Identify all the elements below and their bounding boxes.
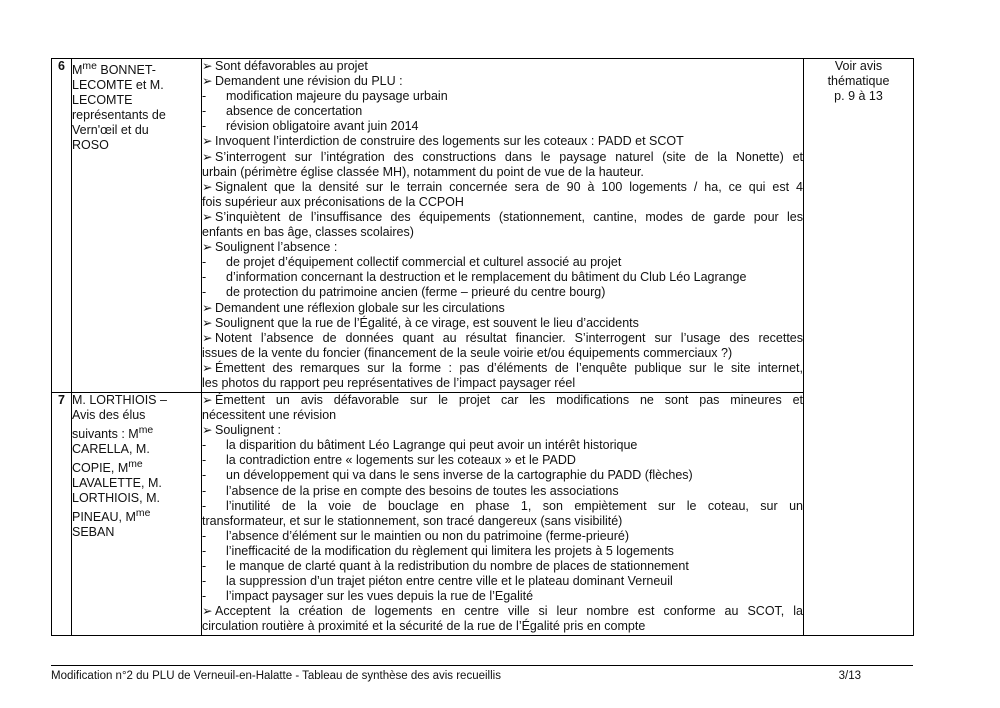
- continuation-line: [202, 376, 803, 391]
- item-text: Émettent des remarques sur la forme : pas d’éléments de l’enquête publique sur le site internet,: [215, 360, 803, 375]
- item-text: Acceptent la création de logements en centre ville si leur nombre est conforme au SCOT, la: [215, 604, 803, 619]
- dash-item: [202, 589, 803, 604]
- item-text: S’inquiètent de l’insuffisance des équipements (stationnement, cantine, modes de garde pour les: [215, 209, 803, 224]
- arrow-bullet-icon: ➢: [202, 423, 213, 438]
- item-text: Soulignent que la rue de l’Égalité, à ce virage, est souvent le lieu d’accidents: [215, 315, 639, 330]
- dash-bullet: -: [202, 438, 207, 453]
- arrow-bullet-icon: ➢: [202, 179, 213, 194]
- arrow-item: [202, 134, 803, 149]
- name-line: PINEAU, $M^{me}$: [72, 508, 151, 525]
- continuation-line: [202, 619, 803, 634]
- dash-item: [202, 574, 803, 589]
- item-text: la disparition du bâtiment Léo Lagrange qui peut avoir un intérêt historique: [226, 438, 638, 453]
- arrow-item: [202, 604, 803, 619]
- arrow-bullet-icon: ➢: [202, 240, 213, 255]
- dash-bullet: -: [202, 119, 207, 134]
- row-number: 6: [52, 59, 72, 393]
- dash-bullet: -: [202, 468, 207, 483]
- arrow-item: [202, 393, 803, 408]
- dash-item: [202, 453, 803, 468]
- name-line: LECOMTE: [72, 93, 133, 108]
- dash-bullet: -: [202, 574, 207, 589]
- name-line: ROSO: [72, 138, 109, 153]
- footer-title: Modification n°2 du PLU de Verneuil-en-Halatte - Tableau de synthèse des avis recueillis: [51, 670, 501, 682]
- item-text: l’inutilité de la voie de bouclage en phase 1, son empiètement sur le coteau, sur un: [226, 498, 803, 513]
- continuation-line: [202, 165, 803, 180]
- item-text: le manque de clarté quant à la redistribution du nombre de places de stationnement: [226, 559, 689, 574]
- item-text: la suppression d’un trajet piéton entre centre ville et le plateau dominant Verneuil: [226, 574, 673, 589]
- arrow-item: [202, 74, 803, 89]
- dash-item: [202, 104, 803, 119]
- arrow-bullet-icon: ➢: [202, 209, 213, 224]
- dash-bullet: -: [202, 498, 207, 513]
- arrow-item: [202, 59, 803, 74]
- item-text: urbain (périmètre église classée MH), notamment du point de vue de la hauteur.: [202, 164, 644, 179]
- dash-item: [202, 89, 803, 104]
- arrow-bullet-icon: ➢: [202, 149, 213, 164]
- dash-bullet: -: [202, 285, 207, 300]
- item-text: Signalent que la densité sur le terrain concernée sera de 90 à 100 logements / ha, ce qui est 4: [215, 179, 803, 194]
- name-line: LAVALETTE, M.: [72, 476, 162, 491]
- item-text: enfants en bas âge, classes scolaires): [202, 225, 414, 240]
- dash-item: [202, 285, 803, 300]
- arrow-bullet-icon: ➢: [202, 330, 213, 345]
- dash-item: [202, 484, 803, 499]
- item-text: de protection du patrimoine ancien (ferme – prieuré du centre bourg): [226, 285, 606, 300]
- arrow-bullet-icon: ➢: [202, 393, 213, 407]
- item-text: Invoquent l’interdiction de construire des logements sur les coteaux : PADD et SCOT: [215, 134, 684, 149]
- dash-bullet: -: [202, 255, 207, 270]
- dash-item: [202, 438, 803, 453]
- reference-line: Voir avis: [834, 59, 883, 73]
- name-line: LORTHIOIS, M.: [72, 491, 160, 506]
- item-text: Sont défavorables au projet: [215, 59, 368, 73]
- name-line: Vern'œil et du: [72, 123, 149, 138]
- item-text: Notent l’absence de données quant au résultat financier. S’interrogent sur l’usage des recettes: [215, 330, 803, 345]
- page-number: 3/13: [838, 670, 861, 682]
- arrow-bullet-icon: ➢: [202, 134, 213, 149]
- dash-bullet: -: [202, 483, 207, 498]
- dash-bullet: -: [202, 559, 207, 574]
- item-text: l’absence d’élément sur le maintien ou non du patrimoine (ferme-prieuré): [226, 528, 629, 543]
- reference-line: thématique: [827, 74, 890, 88]
- dash-bullet: -: [202, 528, 207, 543]
- synthesis-table: [51, 58, 914, 636]
- dash-bullet: -: [202, 543, 207, 558]
- item-text: modification majeure du paysage urbain: [226, 89, 448, 104]
- item-text: transformateur, et sur le stationnement, son tracé dangereux (sans visibilité): [202, 513, 623, 528]
- item-text: Soulignent l’absence :: [215, 240, 338, 255]
- item-text: Demandent une réflexion globale sur les circulations: [215, 300, 505, 315]
- item-text: Émettent un avis défavorable sur le projet car les modifications ne sont pas mineures et: [215, 393, 803, 407]
- name-line: LECOMTE et M.: [72, 78, 164, 93]
- arrow-item: [202, 423, 803, 438]
- item-text: la contradiction entre « logements sur les coteaux » et le PADD: [226, 453, 576, 468]
- name-line: SEBAN: [72, 525, 115, 540]
- name-line: CARELLA, M.: [72, 442, 150, 457]
- item-text: l’inefficacité de la modification du règlement qui limitera les projets à 5 logements: [226, 543, 674, 558]
- arrow-item: [202, 331, 803, 346]
- dash-item: [202, 270, 803, 285]
- table-row: [52, 59, 914, 393]
- item-text: circulation routière à proximité et la sécurité de la rue de l’Égalité pris en compte: [202, 619, 646, 634]
- observations-cell: [202, 393, 804, 636]
- reference-cell: [804, 59, 914, 636]
- item-text: S’interrogent sur l’intégration des constructions dans le paysage naturel (site de la Nonette) et: [215, 149, 803, 164]
- item-text: de projet d’équipement collectif commercial et culturel associé au projet: [226, 255, 622, 270]
- reference-line: p. 9 à 13: [834, 89, 883, 103]
- arrow-item: [202, 301, 803, 316]
- table-row: [52, 393, 914, 636]
- item-text: Demandent une révision du PLU :: [215, 74, 403, 89]
- arrow-item: [202, 210, 803, 225]
- continuation-line: [202, 514, 803, 529]
- dash-item: [202, 559, 803, 574]
- name-line: suivants : $M^{me}$: [72, 425, 154, 442]
- name-line: Avis des élus: [72, 408, 146, 422]
- arrow-bullet-icon: ➢: [202, 360, 213, 375]
- row-number: 7: [52, 393, 72, 636]
- arrow-bullet-icon: ➢: [202, 59, 213, 73]
- item-text: l’absence de la prise en compte des besoins de toutes les associations: [226, 483, 619, 498]
- item-text: les photos du rapport peu représentatives de l’impact paysager réel: [202, 375, 576, 390]
- arrow-item: [202, 316, 803, 331]
- name-line: COPIE, $M^{me}$: [72, 459, 143, 476]
- continuation-line: [202, 408, 803, 423]
- item-text: Soulignent :: [215, 423, 282, 438]
- dash-bullet: -: [202, 104, 207, 119]
- item-text: fois supérieur aux préconisations de la CCPOH: [202, 194, 464, 209]
- contributor-name: [72, 59, 202, 393]
- arrow-bullet-icon: ➢: [202, 300, 213, 315]
- observations-cell: [202, 59, 804, 393]
- item-text: un développement qui va dans le sens inverse de la cartographie du PADD (flèches): [226, 468, 693, 483]
- continuation-line: [202, 225, 803, 240]
- dash-bullet: -: [202, 89, 207, 104]
- arrow-item: [202, 361, 803, 376]
- dash-item: [202, 544, 803, 559]
- arrow-bullet-icon: ➢: [202, 604, 213, 619]
- dash-item: [202, 468, 803, 483]
- item-text: nécessitent une révision: [202, 408, 337, 423]
- dash-bullet: -: [202, 270, 207, 285]
- arrow-item: [202, 180, 803, 195]
- arrow-bullet-icon: ➢: [202, 74, 213, 89]
- arrow-item: [202, 150, 803, 165]
- item-text: d’information concernant la destruction et le remplacement du bâtiment du Club Léo Lagrange: [226, 270, 747, 285]
- item-text: issues de la vente du foncier (financement de la seule voirie et/ou équipements commerciaux ?): [202, 345, 733, 360]
- arrow-item: [202, 240, 803, 255]
- arrow-bullet-icon: ➢: [202, 315, 213, 330]
- dash-bullet: -: [202, 589, 207, 604]
- name-line: $M^{me}$ BONNET-: [72, 61, 156, 78]
- item-text: absence de concertation: [226, 104, 363, 119]
- item-text: révision obligatoire avant juin 2014: [226, 119, 419, 134]
- page-footer: [51, 665, 913, 682]
- dash-item: [202, 255, 803, 270]
- dash-bullet: -: [202, 453, 207, 468]
- dash-item: [202, 119, 803, 134]
- continuation-line: [202, 195, 803, 210]
- name-line: représentants de: [72, 108, 166, 123]
- dash-item: [202, 499, 803, 514]
- item-text: l’impact paysager sur les vues depuis la rue de l’Egalité: [226, 589, 534, 604]
- name-line: M. LORTHIOIS –: [72, 393, 167, 407]
- dash-item: [202, 529, 803, 544]
- continuation-line: [202, 346, 803, 361]
- contributor-name: [72, 393, 202, 636]
